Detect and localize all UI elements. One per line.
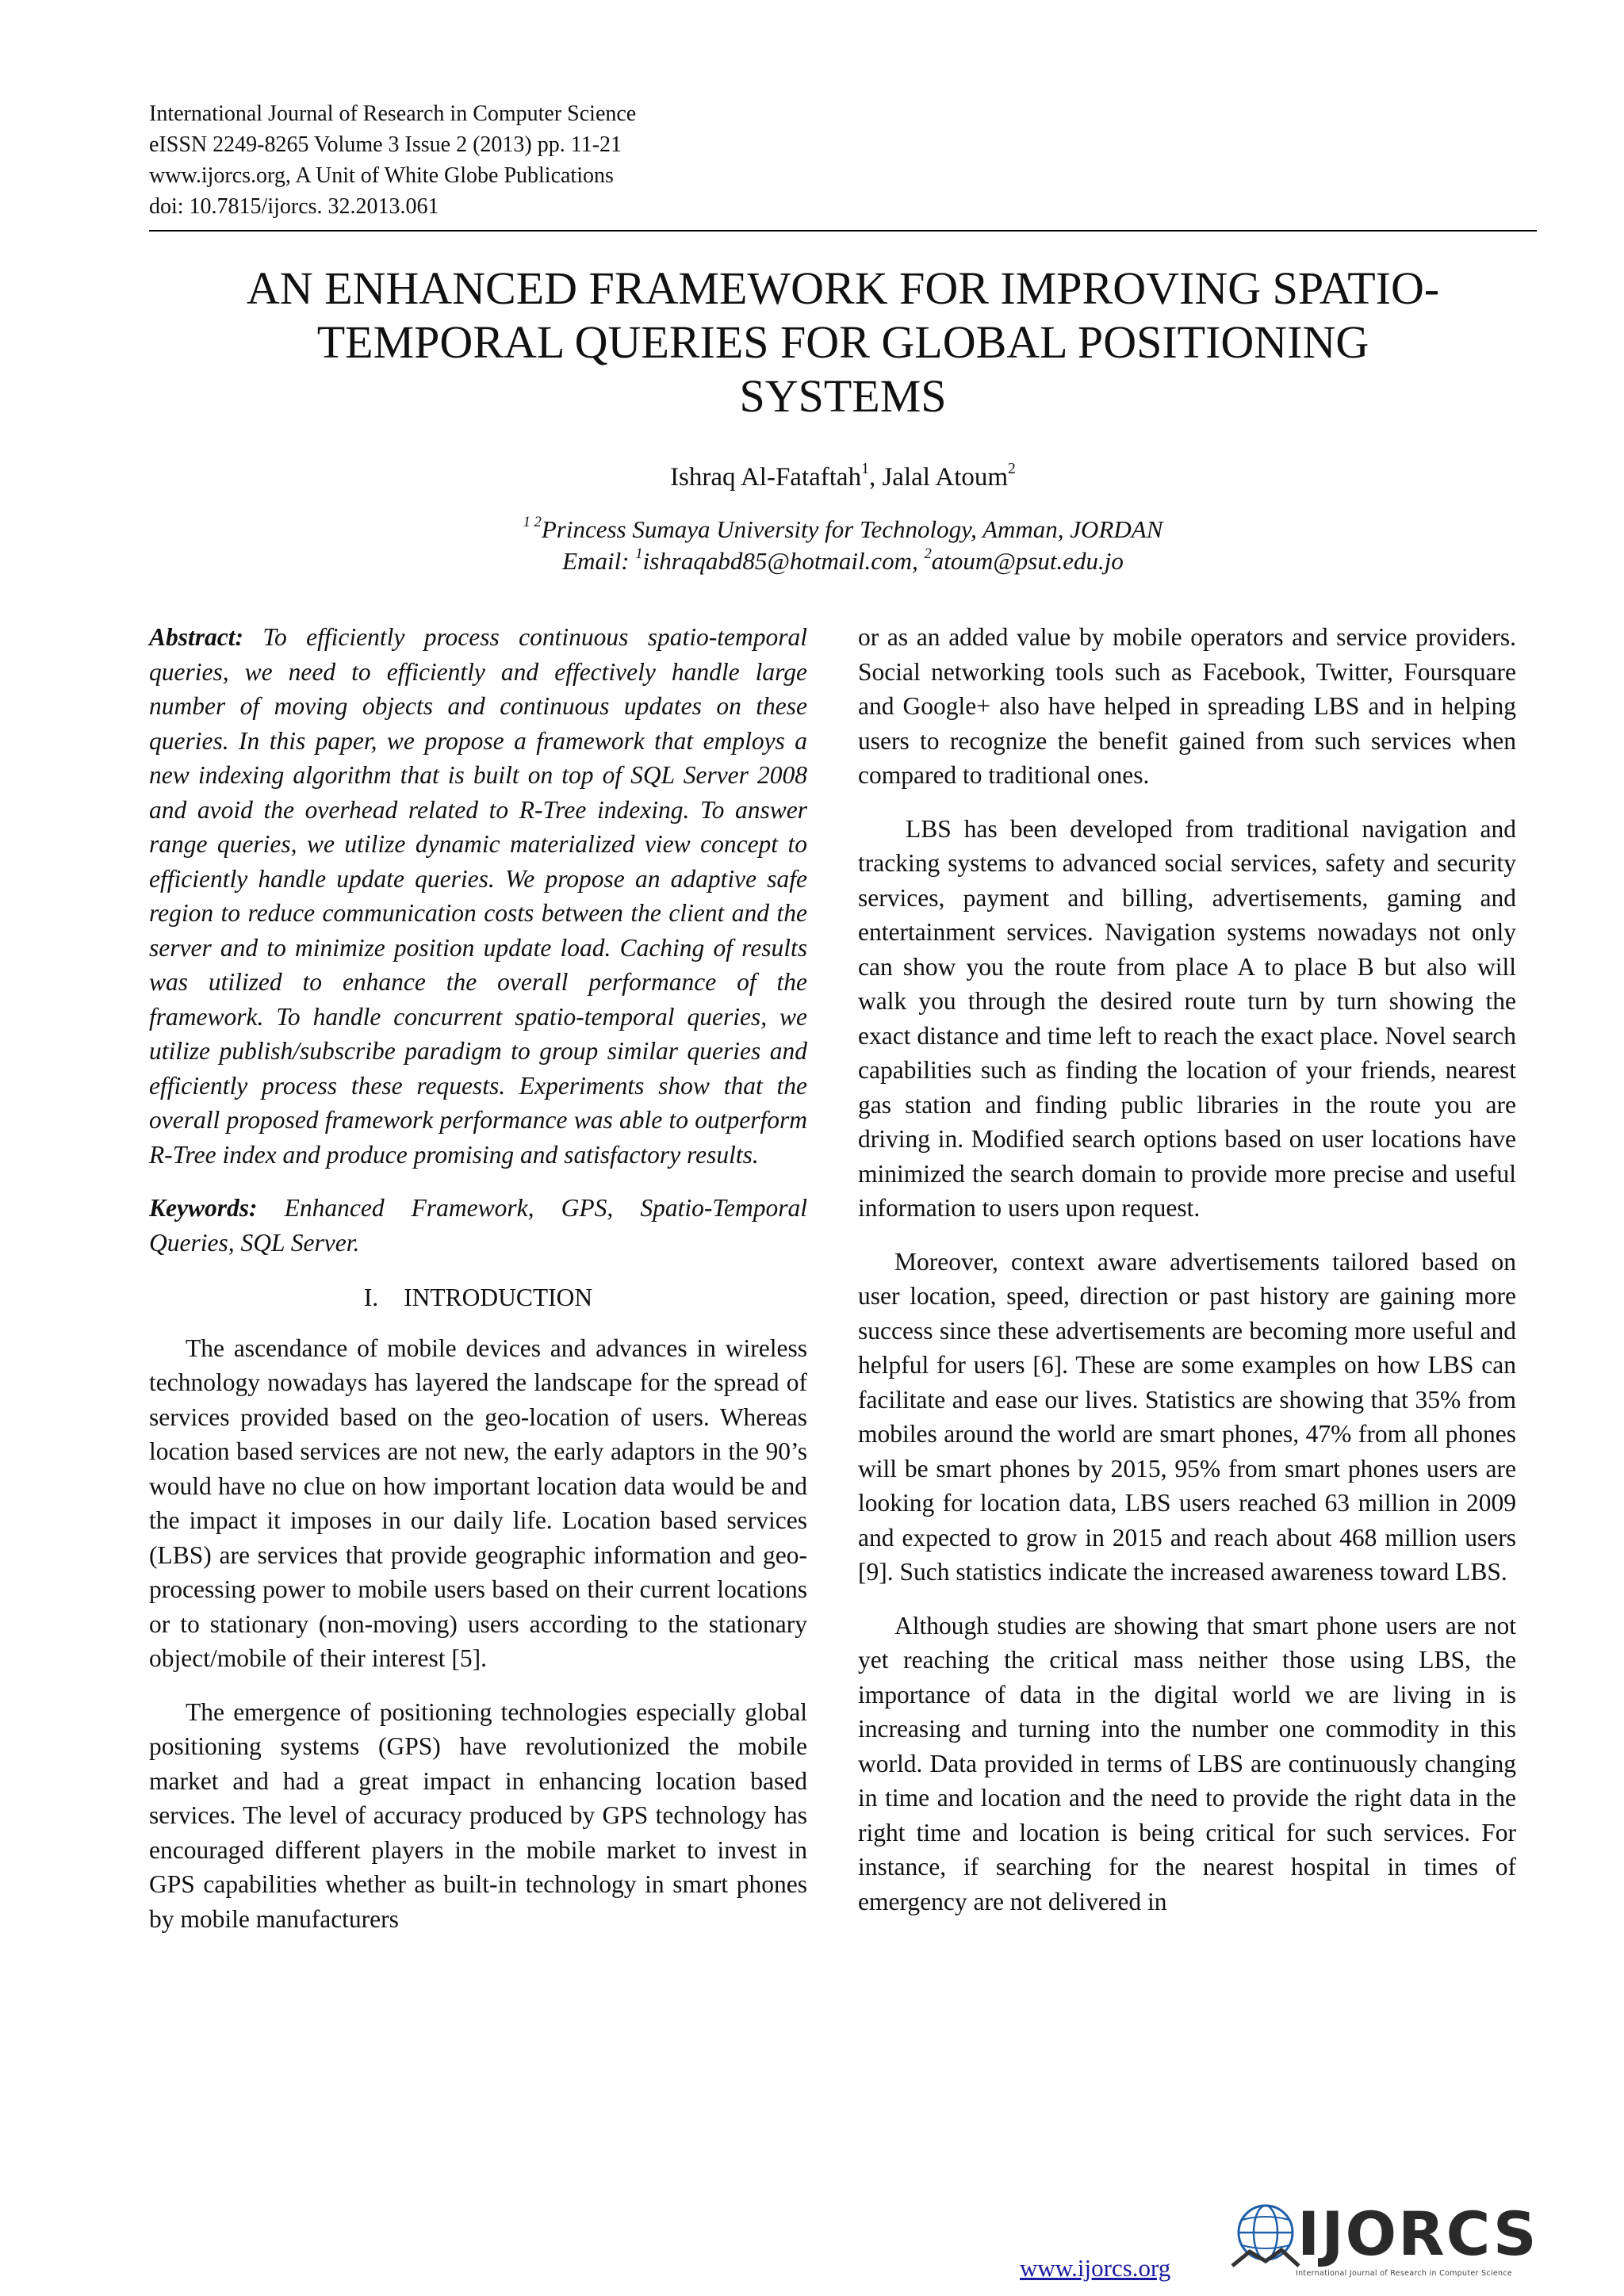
body-paragraph-2: LBS has been developed from traditional navigation and tracking systems to advanced social services, safety and security services, payment and billing, advertisements, gaming and entertainment services. Navigation systems nowadays not only can show you the route from place A to place B but also will walk you through the desired route turn by turn showing the exact distance and time left to reach the exact place. Novel search capabilities such as finding the location of your friends, nearest gas station and finding public libraries in the route you are driving in. Modified search options based on user locations have minimized the search domain to provide more precise and useful information to users upon request.	[858, 814, 1516, 1222]
left-column	[149, 620, 807, 1955]
footer-website-link[interactable]: www.ijorcs.org	[1020, 2254, 1171, 2282]
email-1-sup: 1	[635, 545, 643, 562]
paper-title	[149, 262, 1537, 423]
affiliation-institution: Princess Sumaya University for Technology, Amman, JORDAN	[541, 515, 1163, 543]
author-1-sup: 1	[861, 460, 869, 478]
abstract-label: Abstract:	[149, 623, 244, 651]
body-paragraph-1: or as an added value by mobile operators and service providers. Social networking tools such as Facebook, Twitter, Foursquare and Google+ also have helped in spreading LBS and in helping users to recognize the benefit gained from such services when compared to traditional ones.	[858, 623, 1516, 789]
intro-paragraph-1: The ascendance of mobile devices and advances in wireless technology nowadays has layered the landscape for the spread of services provided based on the geo-location of users. Whereas location based services are not new, the early adaptors in the 90’s would have no clue on how important location data would be and the impact it imposes in our daily life. Location based services (LBS) are services that provide geographic information and geo-processing power to mobile users based on their current locations or to stationary (non-moving) users according to the stationary object/mobile of their interest [5].	[149, 1334, 807, 1672]
intro-paragraph-2: The emergence of positioning technologies especially global positioning systems (GPS) have revolutionized the mobile market and had a great impact in enhancing location based services. The level of accuracy produced by GPS technology has encouraged different players in the mobile market to invest in GPS capabilities whether as built-in technology in smart phones by mobile manufacturers	[149, 1697, 807, 1933]
body-paragraph-3: Moreover, context aware advertisements tailored based on user location, speed, direction or past history are gaining more success since these advertisements are becoming more useful and helpful for users [6]. These are some examples on how LBS can facilitate and ease our lives. Statistics are showing that 35% from mobiles around the world are smart phones, 47% from all phones will be smart phones by 2015, 95% from smart phones users are looking for location data, LBS users reached 63 million in 2009 and expected to grow in 2015 and reach about 468 million users [9]. Such statistics indicate the increased awareness toward LBS.	[858, 1247, 1516, 1586]
section-title: INTRODUCTION	[404, 1284, 593, 1311]
logo-tagline: International Journal of Research in Computer Science	[1296, 2269, 1512, 2278]
keywords-text: Enhanced Framework, GPS, Spatio-Temporal Queries, SQL Server.	[149, 1194, 807, 1257]
section-number: I.	[363, 1284, 379, 1311]
journal-header	[149, 98, 1537, 222]
globe-icon	[1226, 2196, 1305, 2275]
journal-site: www.ijorcs.org, A Unit of White Globe Publications	[149, 163, 614, 188]
email-1: ishraqabd85@hotmail.com,	[642, 547, 925, 575]
email-2-sup: 2	[924, 545, 932, 562]
author-2: Jalal Atoum	[882, 463, 1009, 492]
author-2-sup: 2	[1008, 460, 1016, 478]
logo-wordmark: IJORCS	[1297, 2198, 1538, 2269]
title-line-1: AN ENHANCED FRAMEWORK FOR IMPROVING SPATIO-	[246, 262, 1440, 314]
affiliation	[149, 514, 1537, 577]
email-2: atoum@psut.edu.jo	[931, 547, 1124, 575]
affiliation-sup: 1 2	[523, 513, 542, 530]
title-line-2: TEMPORAL QUERIES FOR GLOBAL POSITIONING	[316, 316, 1369, 368]
abstract	[149, 620, 807, 1172]
journal-name: International Journal of Research in Computer Science	[149, 101, 637, 126]
keywords-label: Keywords:	[149, 1194, 258, 1222]
ijorcs-logo	[1226, 2196, 1543, 2285]
right-column	[858, 620, 1516, 1938]
title-line-3: SYSTEMS	[739, 370, 947, 422]
section-heading-introduction	[149, 1280, 807, 1315]
abstract-text: To efficiently process continuous spatio-temporal queries, we need to efficiently and effectively handle large number of moving objects and continuous updates on these queries. In this paper, we propose a framework that employs a new indexing algorithm that is built on top of SQL Server 2008 and avoid the overhead related to R-Tree indexing. To answer range queries, we utilize dynamic materialized view concept to efficiently handle update queries. We propose an adaptive safe region to reduce communication costs between the client and the server and to minimize position update load. Caching of results was utilized to enhance the overall performance of the framework. To handle concurrent spatio-temporal queries, we utilize publish/subscribe paradigm to group similar queries and efficiently process these requests. Experiments show that the overall proposed framework performance was able to outperform R-Tree index and produce promising and satisfactory results.	[149, 623, 807, 1169]
email-label: Email:	[562, 547, 636, 575]
author-1: Ishraq Al-Fataftah	[670, 463, 862, 492]
keywords	[149, 1191, 807, 1260]
author-separator: ,	[868, 463, 883, 492]
journal-issn: eISSN 2249-8265 Volume 3 Issue 2 (2013) pp. 11-21	[149, 132, 622, 157]
journal-doi: doi: 10.7815/ijorcs. 32.2013.061	[149, 194, 439, 219]
author-list	[149, 461, 1537, 493]
header-divider	[149, 230, 1537, 232]
body-paragraph-4: Although studies are showing that smart phone users are not yet reaching the critical mass neither those using LBS, the importance of data in the digital world we are living in is increasing and turning into the number one commodity in this world. Data provided in terms of LBS are continuously changing in time and location and the need to provide the right data in the right time and location is being critical for such services. For instance, if searching for the nearest hospital in times of emergency are not delivered in	[858, 1611, 1516, 1915]
